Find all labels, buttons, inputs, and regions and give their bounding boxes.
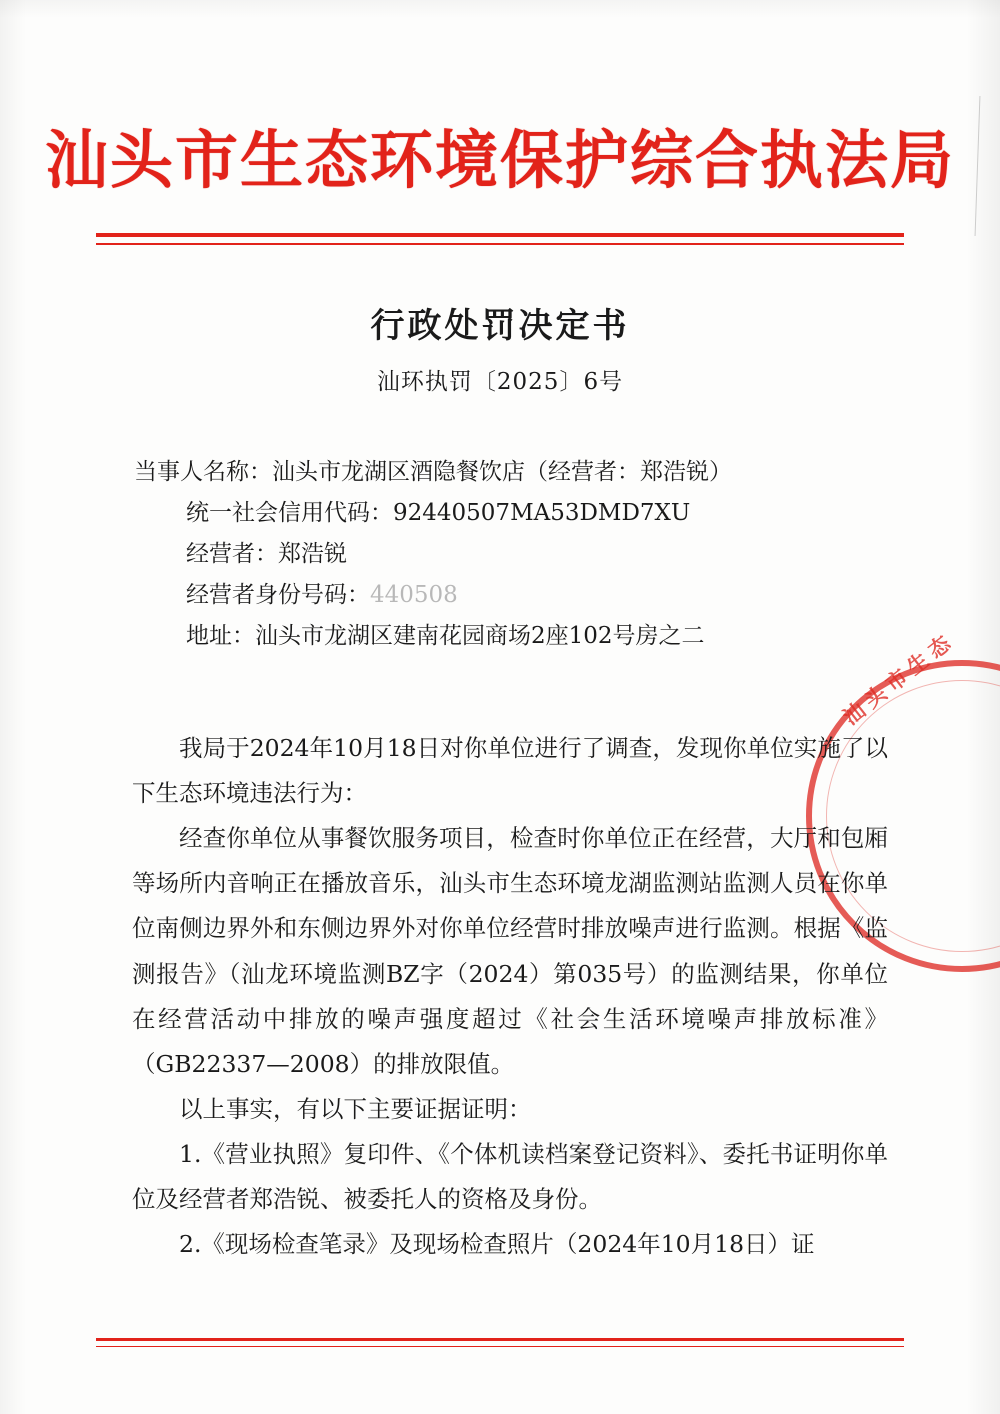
paragraph-evidence-1: 1.《营业执照》复印件、《个体机读档案登记资料》、委托书证明你单位及经营者郑浩锐、被委托人的资格及身份。: [132, 1139, 888, 1214]
party-label: 经营者身份号码：: [186, 581, 370, 608]
scan-edge-top: [0, 0, 1000, 18]
party-row: [134, 534, 904, 575]
party-label: 当事人名称：: [134, 459, 272, 485]
party-value: 440508: [370, 581, 458, 608]
seal-text: 汕头市生态: [838, 627, 960, 730]
header-rule-thin: [96, 243, 904, 245]
party-value: 汕头市龙湖区建南花园商场2座102号房之二: [255, 622, 705, 649]
paragraph-evidence-intro: 以上事实，有以下主要证据证明：: [179, 1094, 532, 1123]
party-row: [134, 452, 904, 493]
header-rule-thick: [96, 233, 904, 237]
masthead: [0, 124, 1000, 197]
party-row: [134, 575, 904, 616]
party-value: 郑浩锐: [278, 540, 347, 567]
paragraph-findings: 经查你单位从事餐饮服务项目，检查时你单位正在经营，大厅和包厢等场所内音响正在播放音乐，汕头市生态环境龙湖监测站监测人员在你单位南侧边界外和东侧边界外对你单位经营时排放噪声进行监测。根据《监测报告》（汕龙环境监测BZ字（2024）第035号）的监测结果，你单位在经营活动中排放的噪声强度超过《社会生活环境噪声排放标准》（GB22337—2008）的排放限值。: [132, 824, 888, 1078]
document-number: 汕环执罚〔2025〕6号: [376, 369, 624, 395]
party-value: 汕头市龙湖区酒隐餐饮店（经营者：郑浩锐）: [272, 459, 732, 485]
document-body: [132, 726, 888, 1267]
party-label: 统一社会信用代码：: [186, 499, 393, 526]
party-value: 92440507MA53DMD7XU: [393, 499, 691, 526]
scan-edge-right: [966, 0, 1000, 1414]
document-title: 行政处罚决定书: [370, 306, 630, 346]
footer-rule-thick: [96, 1338, 904, 1341]
paragraph-investigation: 我局于2024年10月18日对你单位进行了调查，发现你单位实施了以下生态环境违法行为：: [132, 734, 888, 808]
paragraph-evidence-2: 2.《现场检查笔录》及现场检查照片（2024年10月18日）证: [179, 1230, 815, 1259]
issuing-authority-title: 汕头市生态环境保护综合执法局: [45, 124, 955, 197]
party-label: 经营者：: [186, 540, 278, 567]
party-information: [134, 452, 904, 657]
party-row: [134, 493, 904, 534]
party-row: [134, 616, 904, 657]
party-label: 地址：: [186, 622, 255, 649]
footer-rule-thin: [96, 1346, 904, 1347]
scan-edge-left: [0, 0, 26, 1414]
